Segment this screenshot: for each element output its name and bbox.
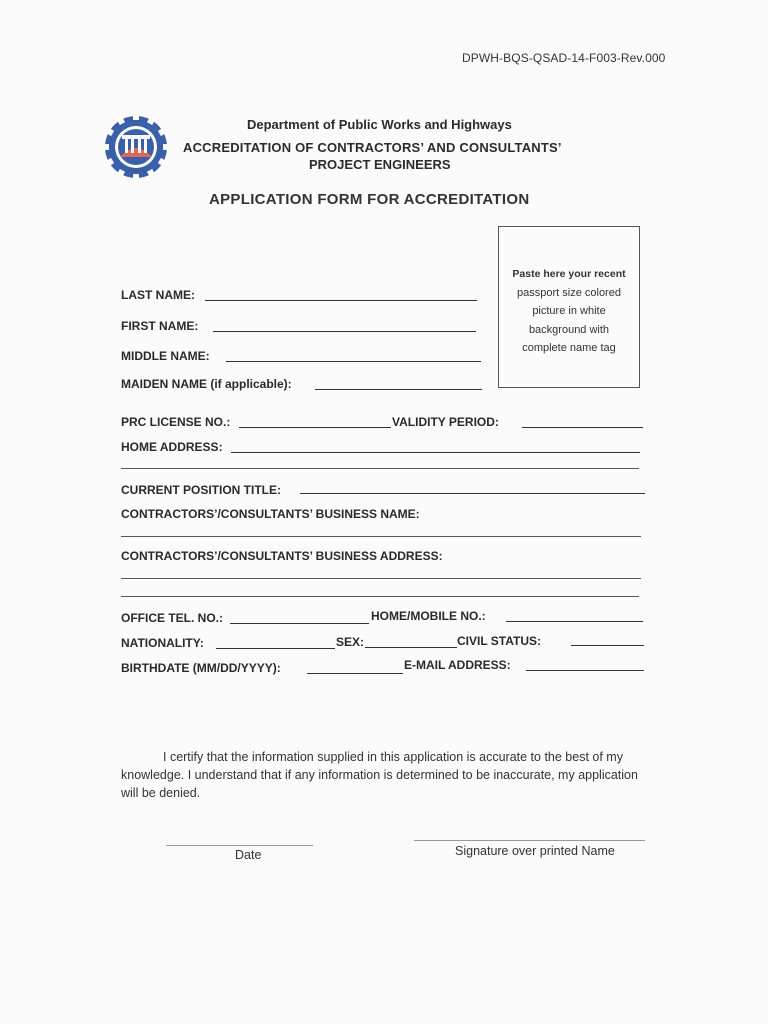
current-position-label: CURRENT POSITION TITLE: [121,483,281,497]
document-number: DPWH-BQS-QSAD-14-F003-Rev.000 [462,51,666,65]
office-tel-field[interactable] [230,623,369,624]
photo-instruction-line: picture in white [532,305,606,317]
photo-instruction-line: Paste here your recent [512,268,626,280]
sex-field[interactable] [365,647,457,648]
last-name-field[interactable] [205,300,477,301]
civil-status-field[interactable] [571,645,644,646]
certification-statement [121,748,646,802]
maiden-name-field[interactable] [315,389,482,390]
middle-name-label: MIDDLE NAME: [121,349,210,363]
business-address-label: CONTRACTORS’/CONSULTANTS’ BUSINESS ADDRESS: [121,549,443,563]
business-address-field[interactable] [121,578,641,579]
photo-instruction-line: background with [528,323,610,336]
accreditation-heading: ACCREDITATION OF CONTRACTORS’ AND CONSULTANTS’ [183,140,562,155]
birthdate-field[interactable] [307,673,403,674]
home-mobile-label: HOME/MOBILE NO.: [371,609,486,623]
middle-name-field[interactable] [226,361,481,362]
current-position-field[interactable] [300,493,645,494]
dpwh-seal-logo [100,114,172,180]
date-label: Date [235,848,262,862]
home-mobile-field[interactable] [506,621,643,622]
validity-period-label: VALIDITY PERIOD: [392,415,499,429]
home-address-label: HOME ADDRESS: [121,440,223,454]
home-address-field[interactable] [231,452,640,453]
prc-license-label: PRC LICENSE NO.: [121,415,231,429]
sex-label: SEX: [336,635,365,649]
last-name-label: LAST NAME: [121,288,195,302]
photo-instruction-line: passport size colored [517,286,621,299]
photo-paste-box [498,226,640,388]
office-tel-label: OFFICE TEL. NO.: [121,611,223,625]
validity-period-field[interactable] [522,427,643,428]
accreditation-subheading: PROJECT ENGINEERS [309,157,451,172]
nationality-label: NATIONALITY: [121,636,204,650]
certification-text: I certify that the information supplied in this application is accurate to the best of my knowledge. I understand that if any information is determined to be inaccurate, my application will be denied. [121,750,638,800]
home-address-field-line2[interactable] [121,468,639,469]
email-field[interactable] [526,670,644,671]
department-name: Department of Public Works and Highways [247,117,512,132]
signature-line[interactable] [414,840,645,841]
signature-label: Signature over printed Name [455,844,615,858]
date-signature-line[interactable] [166,845,313,846]
birthdate-label: BIRTHDATE (MM/DD/YYYY): [121,661,281,675]
maiden-name-label: MAIDEN NAME (if applicable): [121,377,292,391]
business-address-field-line2[interactable] [121,596,639,597]
nationality-field[interactable] [216,648,335,649]
business-name-field[interactable] [121,536,641,537]
first-name-label: FIRST NAME: [121,319,199,333]
business-name-label: CONTRACTORS’/CONSULTANTS’ BUSINESS NAME: [121,507,420,521]
prc-license-field[interactable] [239,427,391,428]
form-title: APPLICATION FORM FOR ACCREDITATION [209,191,530,208]
photo-instruction-line: complete name tag [522,342,616,354]
email-label: E-MAIL ADDRESS: [404,658,511,672]
first-name-field[interactable] [213,331,476,332]
civil-status-label: CIVIL STATUS: [457,634,541,648]
